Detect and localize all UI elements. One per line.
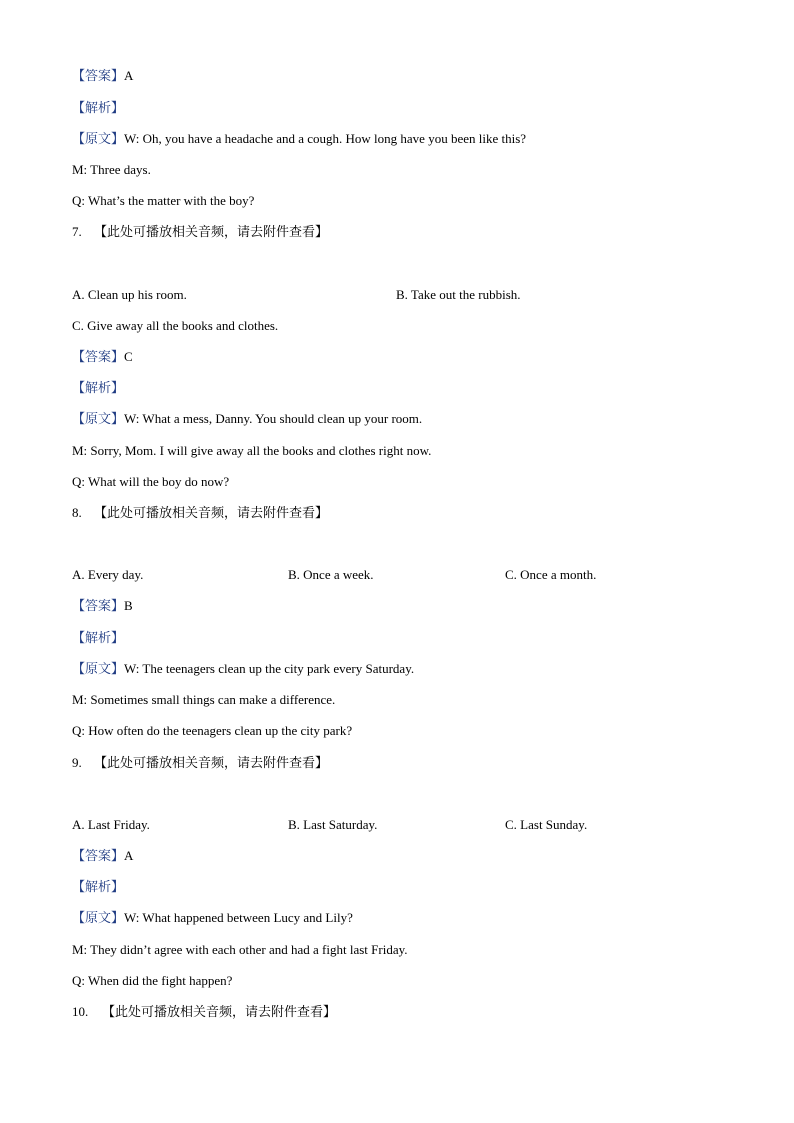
transcript-line <box>72 130 526 148</box>
analysis-label: 【解析】 <box>72 879 125 894</box>
option-c: C. Last Sunday. <box>505 817 588 832</box>
transcript-label: 【原文】 <box>72 910 125 925</box>
question-number: 8. <box>72 505 82 520</box>
option-a: A. Last Friday. <box>72 817 150 832</box>
answer-value: B <box>124 598 133 613</box>
transcript-text: W: The teenagers clean up the city park every Saturday. <box>124 661 415 676</box>
transcript-text: W: What happened between Lucy and Lily? <box>124 910 353 925</box>
transcript-line: Q: What will the boy do now? <box>72 474 230 489</box>
analysis-line <box>72 379 124 397</box>
answer-label: 【答案】 <box>72 848 125 863</box>
answer-line <box>72 847 133 865</box>
option-b: B. Take out the rubbish. <box>396 287 521 302</box>
transcript-line: M: They didn’t agree with each other and had a fight last Friday. <box>72 942 408 957</box>
question-number: 9. <box>72 755 82 770</box>
answer-label: 【答案】 <box>72 349 125 364</box>
analysis-label: 【解析】 <box>72 100 125 115</box>
transcript-line <box>72 410 422 428</box>
answer-value: A <box>124 68 134 83</box>
option-a: A. Clean up his room. <box>72 287 187 302</box>
option-b: B. Once a week. <box>288 567 374 582</box>
analysis-label: 【解析】 <box>72 630 125 645</box>
option-c: C. Once a month. <box>505 567 597 582</box>
option-b: B. Last Saturday. <box>288 817 378 832</box>
audio-note[interactable]: 【此处可播放相关音频，请去附件查看】 <box>94 505 329 520</box>
answer-value: C <box>124 349 133 364</box>
transcript-line: Q: When did the fight happen? <box>72 973 233 988</box>
transcript-line <box>72 660 414 678</box>
transcript-line: Q: How often do the teenagers clean up the city park? <box>72 723 353 738</box>
answer-line <box>72 67 133 85</box>
question-heading <box>72 754 328 772</box>
answer-value: A <box>124 848 134 863</box>
options-row <box>72 816 722 834</box>
transcript-label: 【原文】 <box>72 131 125 146</box>
question-number: 10. <box>72 1004 89 1019</box>
options-row <box>72 566 722 584</box>
transcript-text: W: Oh, you have a headache and a cough. How long have you been like this? <box>124 131 527 146</box>
transcript-line <box>72 909 353 927</box>
question-heading <box>72 1003 336 1021</box>
transcript-line: Q: What’s the matter with the boy? <box>72 193 255 208</box>
transcript-line: M: Sometimes small things can make a difference. <box>72 692 336 707</box>
answer-line <box>72 597 133 615</box>
answer-line <box>72 348 133 366</box>
analysis-label: 【解析】 <box>72 380 125 395</box>
question-heading <box>72 223 328 241</box>
answer-label: 【答案】 <box>72 598 125 613</box>
audio-note[interactable]: 【此处可播放相关音频，请去附件查看】 <box>102 1004 337 1019</box>
question-heading <box>72 504 328 522</box>
transcript-label: 【原文】 <box>72 661 125 676</box>
answer-label: 【答案】 <box>72 68 125 83</box>
analysis-line <box>72 878 124 896</box>
transcript-label: 【原文】 <box>72 411 125 426</box>
option-a: A. Every day. <box>72 567 144 582</box>
transcript-line: M: Sorry, Mom. I will give away all the books and clothes right now. <box>72 443 432 458</box>
question-number: 7. <box>72 224 82 239</box>
transcript-line: M: Three days. <box>72 162 151 177</box>
option-c: C. Give away all the books and clothes. <box>72 318 279 333</box>
analysis-line <box>72 629 124 647</box>
options-row <box>72 286 722 304</box>
audio-note[interactable]: 【此处可播放相关音频，请去附件查看】 <box>94 224 329 239</box>
analysis-line <box>72 99 124 117</box>
audio-note[interactable]: 【此处可播放相关音频，请去附件查看】 <box>94 755 329 770</box>
transcript-text: W: What a mess, Danny. You should clean up your room. <box>124 411 423 426</box>
